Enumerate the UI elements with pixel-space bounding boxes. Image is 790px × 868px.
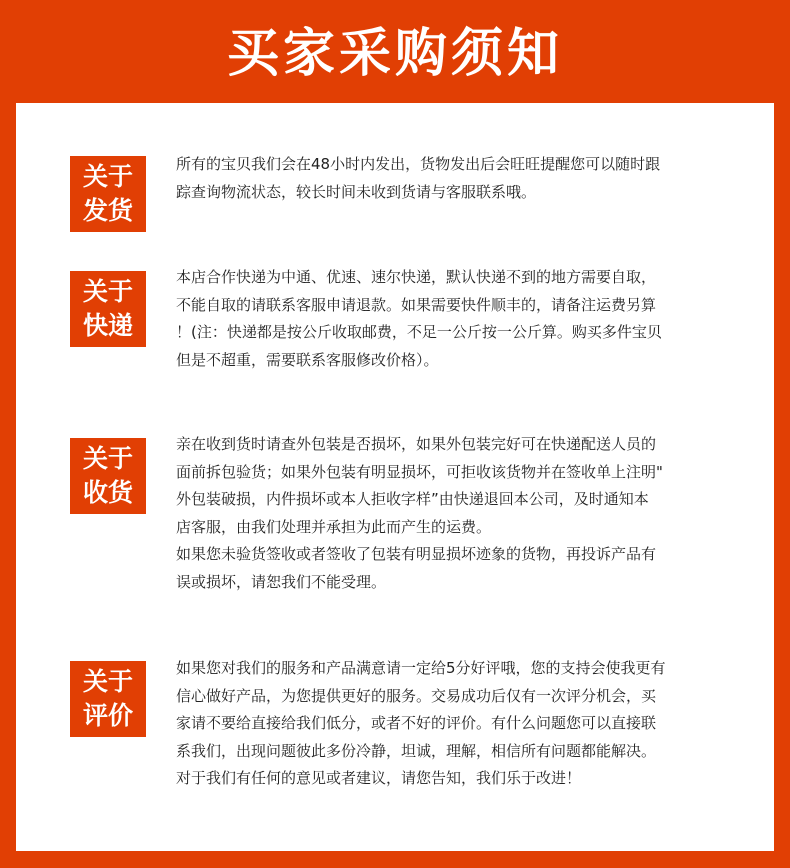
text-line: 家请不要给直接给我们低分，或者不好的评价。有什么问题您可以直接联 xyxy=(176,714,657,733)
text-line: 如果您未验货签收或者签收了包装有明显损坏迹象的货物，再投诉产品有 xyxy=(176,545,657,564)
section-text-courier xyxy=(176,264,741,374)
text-line: 但是不超重，需要联系客服修改价格）。 xyxy=(176,350,439,369)
text-line: 亲在收到货时请查外包装是否损坏，如果外包装完好可在快递配送人员的 xyxy=(176,435,657,453)
text-line: 面前拆包验货；如果外包装有明显损坏，可拒收该货物并在签收单上注明" xyxy=(176,462,663,481)
badge-line: 关于 xyxy=(82,277,133,306)
badge-line: 发货 xyxy=(82,196,133,225)
section-text-shipping xyxy=(176,151,741,206)
text-line: 本店合作快递为中通、优速、速尔快递，默认快递不到的地方需要自取， xyxy=(176,268,657,286)
section-text-receiving xyxy=(176,431,741,597)
text-line: 所有的宝贝我们会在48小时内发出，货物发出后会旺旺提醒您可以随时跟 xyxy=(176,155,661,173)
text-line: 系我们，出现问题彼此多份冷静，坦诚，理解，相信所有问题都能解决。 xyxy=(176,741,657,760)
text-line: ！(注：快递都是按公斤收取邮费，不足一公斤按一公斤算。购买多件宝贝 xyxy=(176,323,662,342)
badge-line: 关于 xyxy=(82,667,133,696)
text-line: 误或损坏，请恕我们不能受理。 xyxy=(176,572,387,591)
text-line: 外包装破损，内件损坏或本人拒收字样”由快递退回本公司，及时通知本 xyxy=(176,490,649,509)
text-line: 对于我们有任何的意见或者建议，请您告知，我们乐于改进！ xyxy=(176,769,582,788)
badge-line: 收货 xyxy=(82,478,133,507)
badge-line: 评价 xyxy=(82,701,133,730)
text-line: 信心做好产品，为您提供更好的服务。交易成功后仅有一次评分机会，买 xyxy=(176,686,657,705)
badge-line: 关于 xyxy=(82,444,133,473)
text-line: 店客服，由我们处理并承担为此而产生的运费。 xyxy=(176,517,492,536)
badge-line: 快递 xyxy=(82,311,133,340)
text-line: 踪查询物流状态，较长时间未收到货请与客服联系哦。 xyxy=(176,182,537,201)
text-line: 不能自取的请联系客服申请退款。如果需要快件顺丰的，请备注运费另算 xyxy=(176,295,657,314)
page-title: 买家采购须知 xyxy=(226,24,563,84)
section-badge-receiving xyxy=(70,438,146,514)
text-line: 如果您对我们的服务和产品满意请一定给5分好评哦，您的支持会使我更有 xyxy=(176,659,666,677)
section-text-review xyxy=(176,655,741,793)
section-badge-review xyxy=(70,661,146,737)
section-badge-courier xyxy=(70,271,146,347)
section-badge-shipping xyxy=(70,156,146,232)
badge-line: 关于 xyxy=(82,162,133,191)
